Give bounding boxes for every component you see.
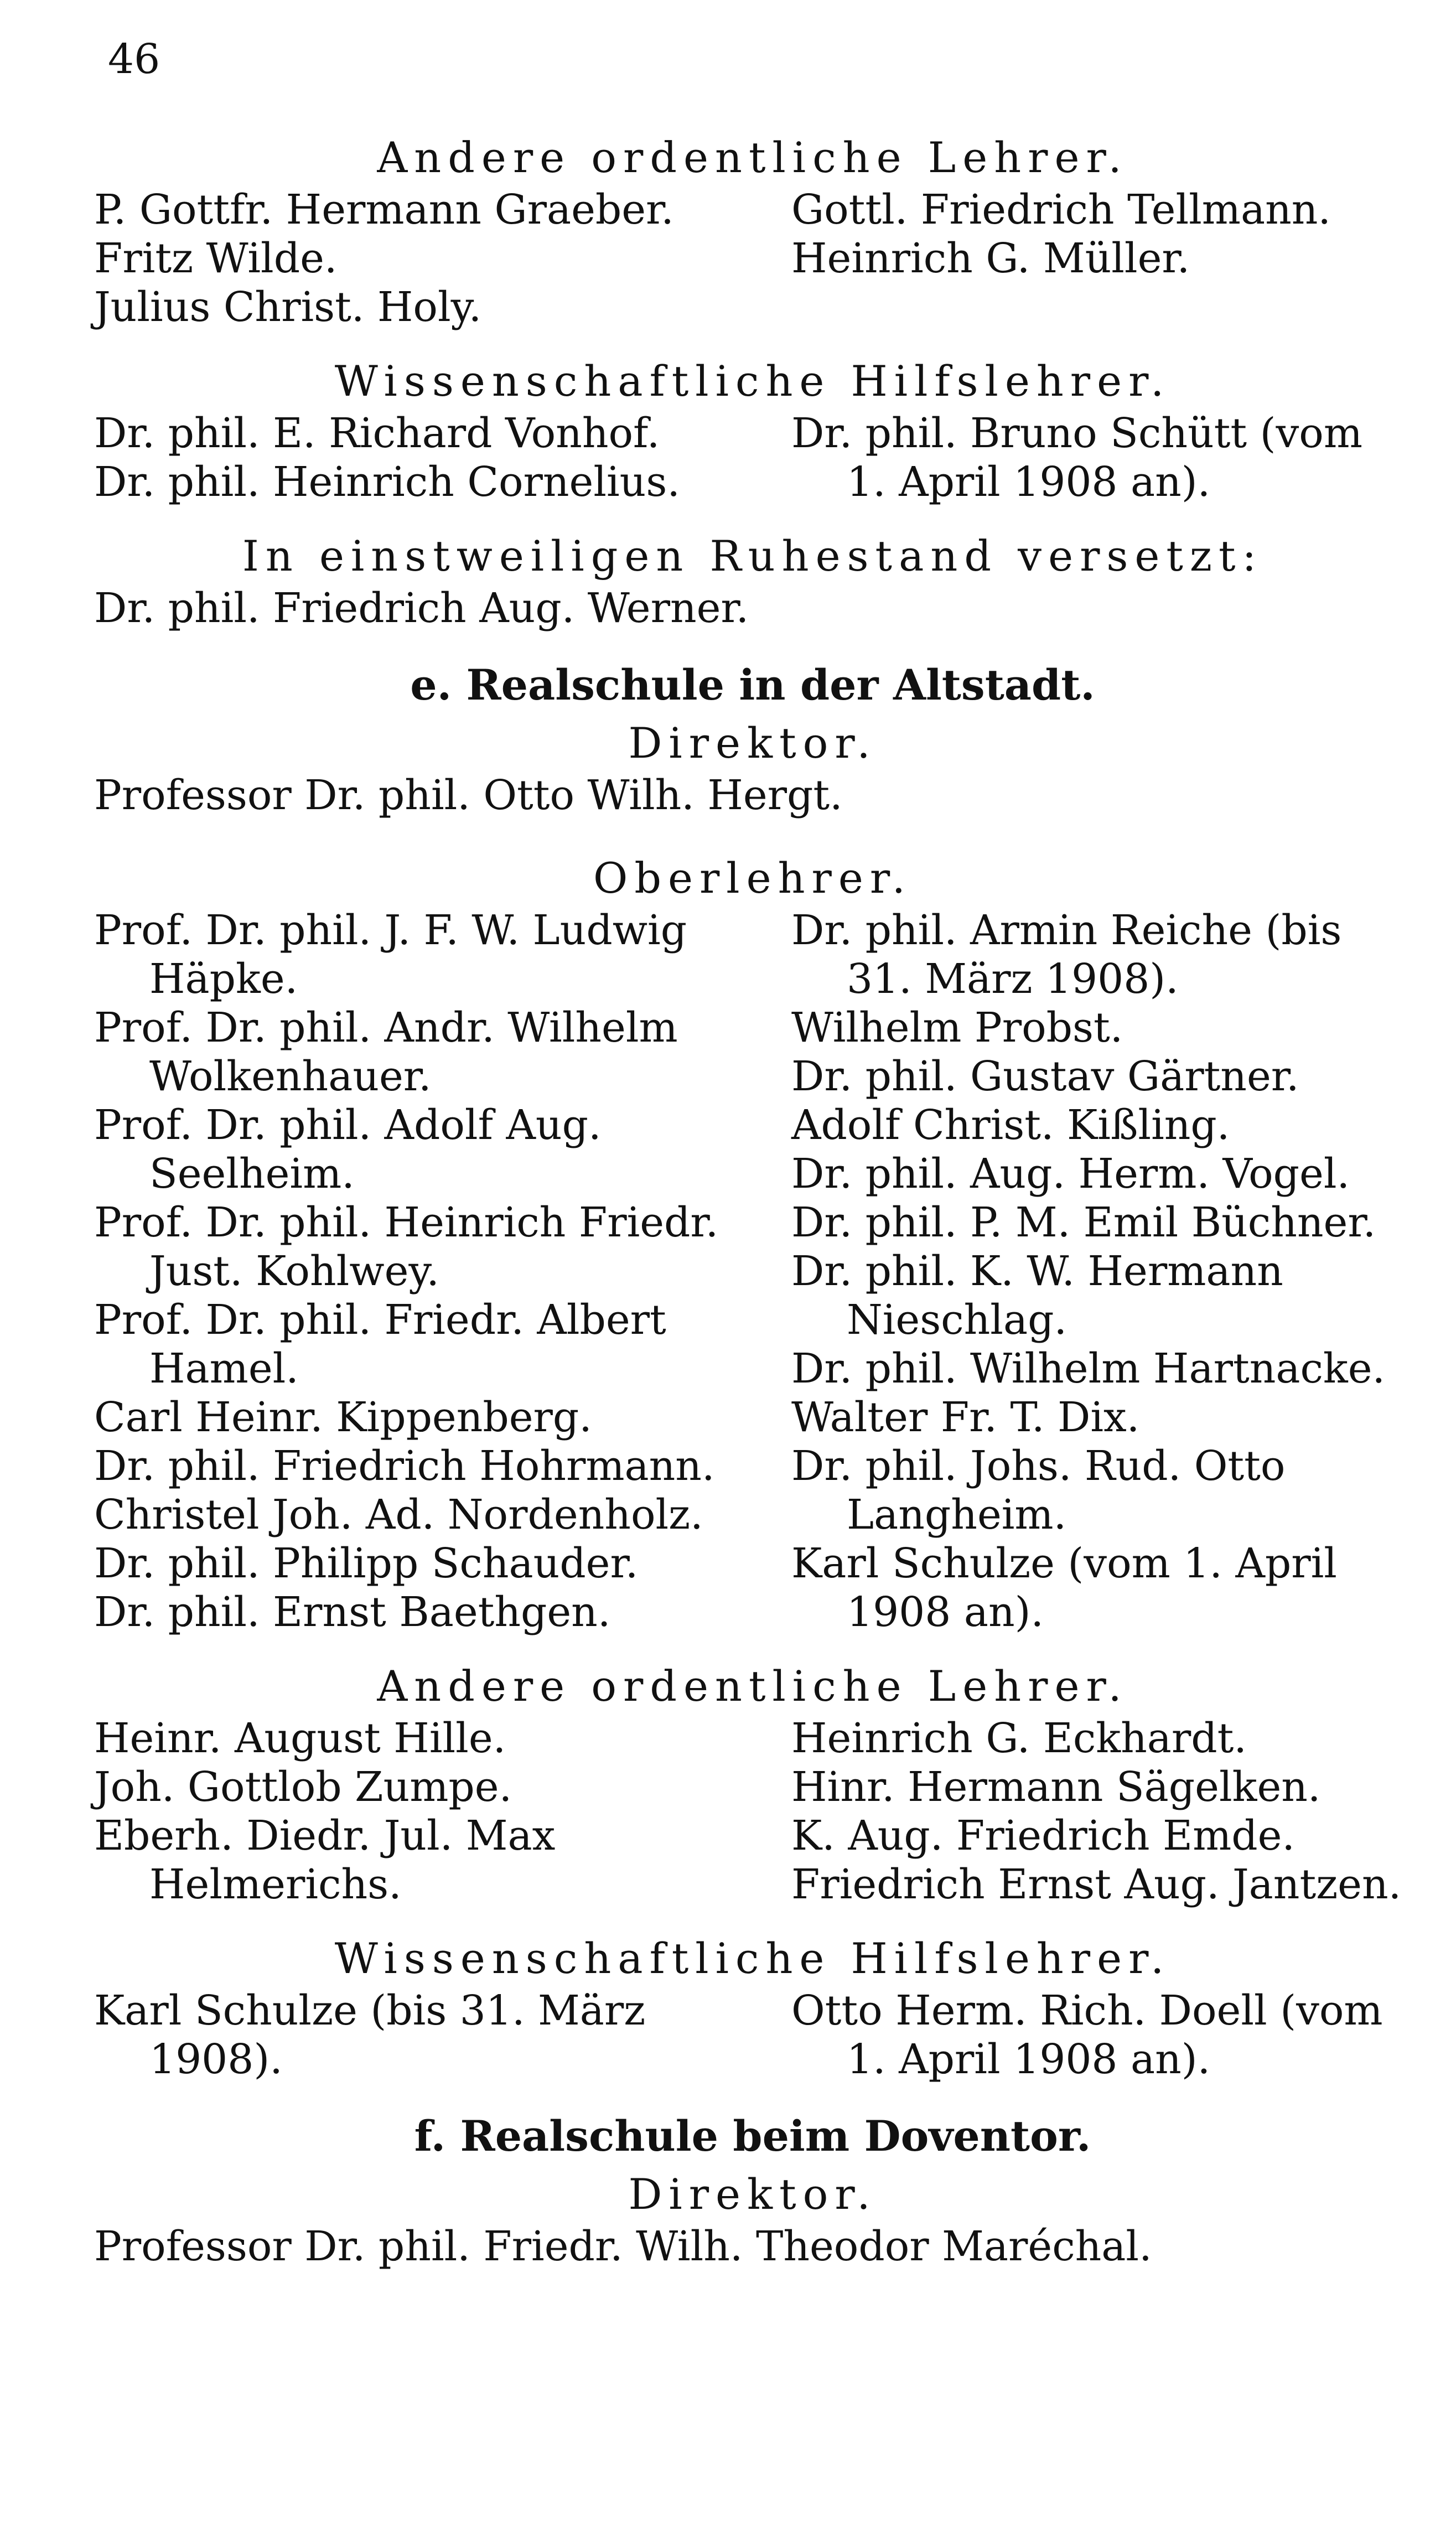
list-item: K. Aug. Friedrich Emde. [791,1812,1295,1860]
list-item: Julius Christ. Holy. [94,283,482,331]
right-column [791,185,1411,332]
list-item: Prof. Dr. phil. Adolf Aug. Seelheim. [94,1101,602,1198]
section-hilfslehrer-2 [94,1931,1411,2084]
section-heading: Direktor. [628,2170,877,2219]
section-direktor-doventor [94,2167,1411,2271]
section-heading: In einstweiligen Ruhestand versetzt: [242,531,1263,581]
list-item: Friedrich Ernst Aug. Jantzen. [791,1861,1402,1908]
list-item: Dr. phil. Friedrich Aug. Werner. [94,584,749,632]
list-item: Dr. phil. Wilhelm Hartnacke. [791,1345,1386,1392]
list-item: Dr. phil. Ernst Baethgen. [94,1588,611,1636]
school-title-altstadt: e. Realschule in der Altstadt. [410,660,1095,710]
list-item: Karl Schulze (vom 1. April 1908 an). [791,1540,1337,1636]
left-column [94,1986,775,2084]
page-content [94,130,1411,2271]
section-heading: Direktor. [628,718,877,768]
section-direktor-altstadt [94,716,1411,820]
list-item: Karl Schulze (bis 31. März 1908). [94,1987,646,2083]
list-item: Dr. phil. P. M. Emil Büchner. [791,1199,1376,1246]
list-item: Heinrich G. Müller. [791,235,1190,282]
list-item: Dr. phil. Bruno Schütt (vom 1. April 1908 an). [791,410,1363,506]
right-column [791,409,1411,506]
list-item: Gottl. Friedrich Tellmann. [791,186,1331,234]
left-column [94,185,775,332]
section-ruhestand [94,529,1411,633]
list-item: Prof. Dr. phil. J. F. W. Ludwig Häpke. [94,907,687,1003]
list-item: Prof. Dr. phil. Heinrich Friedr. Just. Kohlwey. [94,1199,719,1295]
list-item: Dr. phil. Johs. Rud. Otto Langheim. [791,1442,1286,1539]
right-column [791,906,1411,1637]
list-item: Professor Dr. phil. Otto Wilh. Hergt. [94,772,843,819]
list-item: Heinr. August Hille. [94,1715,506,1762]
list-item: Otto Herm. Rich. Doell (vom 1. April 1908 an). [791,1987,1383,2083]
list-item: Dr. phil. Philipp Schauder. [94,1540,639,1587]
list-item: Fritz Wilde. [94,235,338,282]
list-item: Dr. phil. Heinrich Cornelius. [94,458,680,506]
section-heading: Andere ordentliche Lehrer. [377,1661,1128,1711]
section-heading: Andere ordentliche Lehrer. [377,133,1128,182]
section-andere-lehrer-2 [94,1659,1411,1909]
list-item: Prof. Dr. phil. Andr. Wilhelm Wolkenhauer. [94,1004,678,1100]
left-column [94,409,775,506]
right-column [791,1714,1411,1909]
page-number: 46 [108,35,160,83]
list-item: Prof. Dr. phil. Friedr. Albert Hamel. [94,1296,666,1392]
list-item: Eberh. Diedr. Jul. Max Helmerichs. [94,1812,556,1908]
section-oberlehrer [94,851,1411,1637]
list-item: Heinrich G. Eckhardt. [791,1715,1247,1762]
section-heading: Wissenschaftliche Hilfslehrer. [334,356,1171,406]
school-title-doventor: f. Realschule beim Doventor. [414,2111,1091,2161]
list-item: P. Gottfr. Hermann Graeber. [94,186,674,234]
list-item: Adolf Christ. Kißling. [791,1101,1230,1149]
list-item: Wilhelm Probst. [791,1004,1123,1052]
section-andere-lehrer-1 [94,130,1411,332]
list-item: Dr. phil. Gustav Gärtner. [791,1053,1299,1100]
section-heading: Wissenschaftliche Hilfslehrer. [334,1934,1171,1983]
left-column [94,906,775,1637]
list-item: Professor Dr. phil. Friedr. Wilh. Theodor Maréchal. [94,2223,1152,2270]
list-item: Carl Heinr. Kippenberg. [94,1394,592,1441]
section-hilfslehrer-1 [94,354,1411,506]
section-heading: Oberlehrer. [593,853,912,903]
list-item: Dr. phil. Aug. Herm. Vogel. [791,1150,1350,1198]
list-item: Dr. phil. E. Richard Vonhof. [94,410,660,457]
left-column [94,1714,775,1909]
list-item: Walter Fr. T. Dix. [791,1394,1140,1441]
list-item: Dr. phil. K. W. Hermann Nieschlag. [791,1247,1283,1344]
list-item: Dr. phil. Friedrich Hohrmann. [94,1442,715,1490]
right-column [791,1986,1411,2084]
list-item: Christel Joh. Ad. Nordenholz. [94,1491,703,1539]
list-item: Hinr. Hermann Sägelken. [791,1763,1321,1811]
list-item: Joh. Gottlob Zumpe. [94,1763,512,1811]
list-item: Dr. phil. Armin Reiche (bis 31. März 1908). [791,907,1342,1003]
